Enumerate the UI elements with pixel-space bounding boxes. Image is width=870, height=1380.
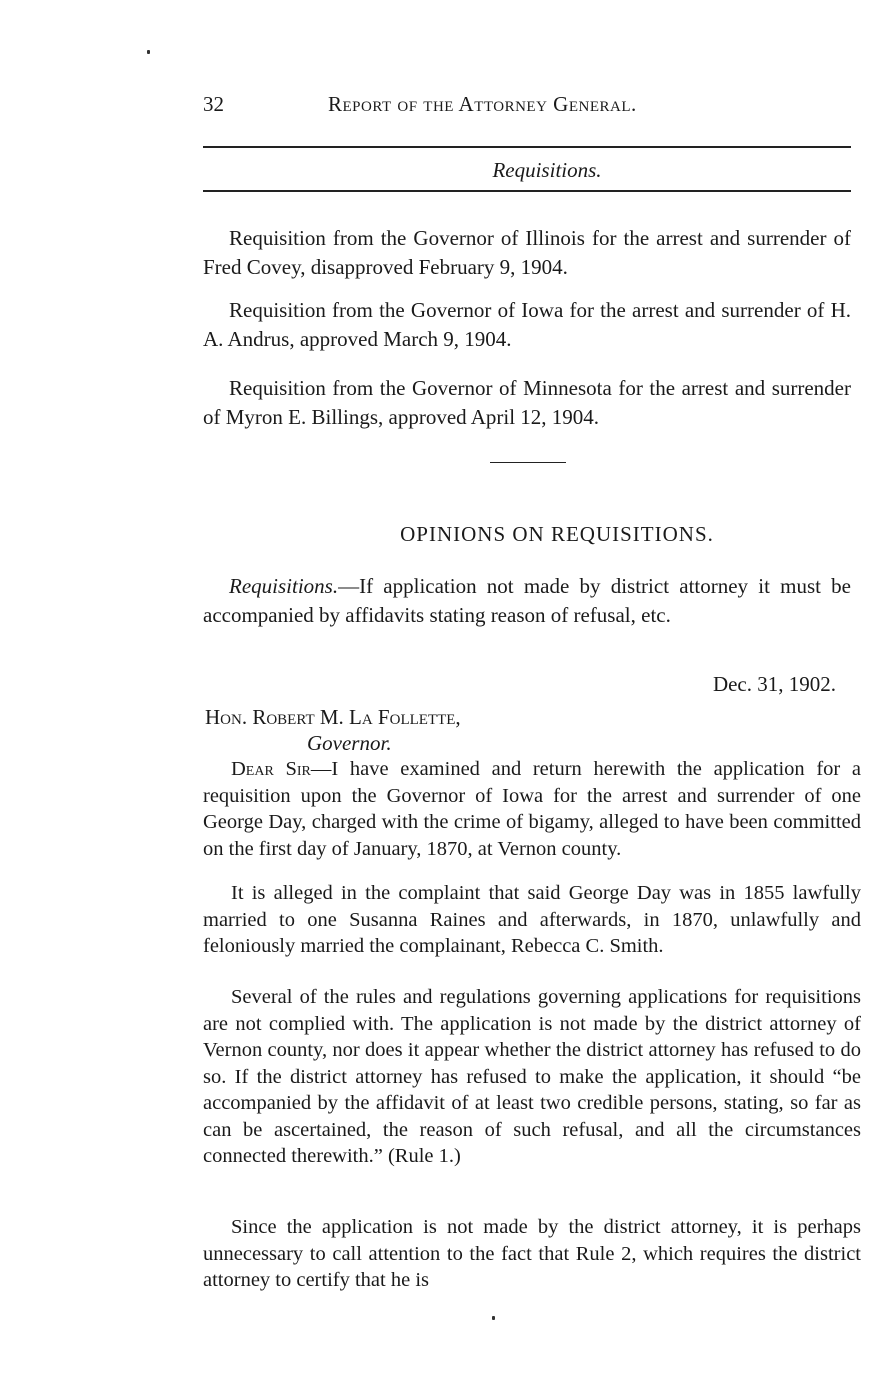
header-rule-bottom [203, 190, 851, 192]
letter-date: Dec. 31, 1902. [712, 672, 836, 696]
header-rule-top [203, 146, 851, 148]
running-head [203, 92, 851, 122]
letter-paragraph-1 [203, 756, 861, 862]
section-divider [490, 462, 566, 463]
syllabus-lead: Requisitions. [229, 574, 339, 598]
syllabus-text: —If application not made by district attorney it must be accompanied by affidavits stating reason of refusal, etc. [203, 574, 851, 627]
requisition-entry-3: Requisition from the Governor of Minnesota for the arrest and surrender of Myron E. Billings, approved April 12, 1904. [203, 376, 851, 429]
salutation: Dear Sir [231, 758, 311, 780]
letter-paragraph-2: It is alleged in the complaint that said George Day was in 1855 lawfully married to one Susanna Raines and afterwards, in 1870, unlawfully and feloniously married the complainant, Rebecca C. Smith. [203, 882, 861, 957]
addressee-role: Governor. [307, 731, 392, 755]
letter-paragraph-4: Since the application is not made by the district attorney, it is perhaps unnecessary to call attention to the fact that Rule 2, which requires the district attorney to certify that he is [203, 1216, 861, 1291]
requisition-entry-2: Requisition from the Governor of Iowa for the arrest and surrender of H. A. Andrus, approved March 9, 1904. [203, 298, 851, 351]
letter-paragraph-1-text: —I have examined and return herewith the application for a requisition upon the Governor of Iowa for the arrest and surrender of one George Day, charged with the crime of bigamy, alleged to have been committed on the first day of January, 1870, at Vernon county. [203, 758, 861, 860]
syllabus [203, 572, 851, 630]
addressee-block [205, 704, 461, 756]
opinions-heading: OPINIONS ON REQUISITIONS. [400, 522, 714, 546]
scan-speck [492, 1316, 495, 1320]
requisition-entry-1: Requisition from the Governor of Illinois for the arrest and surrender of Fred Covey, disapproved February 9, 1904. [203, 226, 851, 279]
letter-paragraph-3: Several of the rules and regulations governing applications for requisitions are not complied with. The application is not made by the district attorney of Vernon county, nor does it appear whether the district attorney has refused to do so. If the district attorney has refused to make the application, it should “be accompanied by the affidavit of at least two credible persons, stating, so far as can be ascertained, the reason of such refusal, and all the circumstances connected therewith.” (Rule 1.) [203, 986, 861, 1167]
scan-speck [147, 50, 150, 54]
running-head-title: Report of the Attorney General. [328, 92, 637, 116]
page-number: 32 [203, 92, 224, 116]
section-title: Requisitions. [492, 158, 602, 182]
addressee-name: Hon. Robert M. La Follette, [205, 705, 461, 729]
